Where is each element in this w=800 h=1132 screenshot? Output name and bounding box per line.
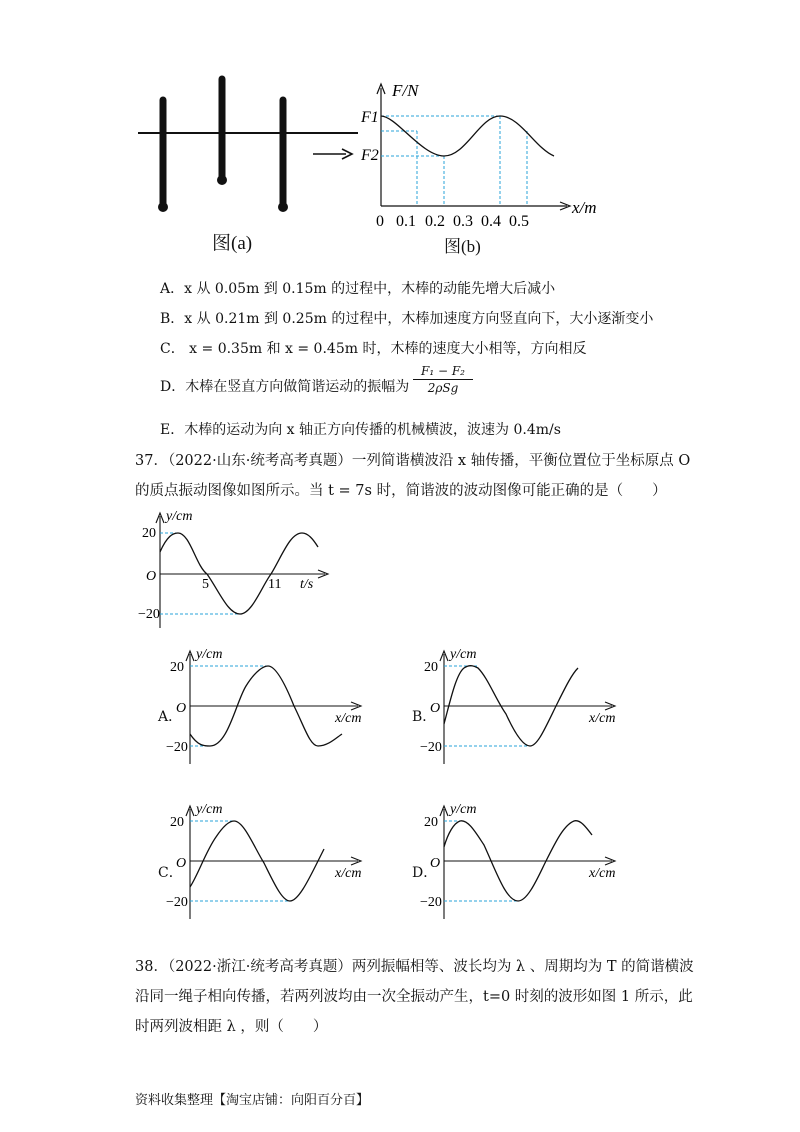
t-tick-5: 5 (202, 577, 209, 592)
f2-label: F2 (361, 147, 379, 164)
y-tick-minus-20: −20 (166, 740, 188, 755)
footer-text: 资料收集整理【淘宝店铺：向阳百分百】 (135, 1093, 370, 1108)
origin-label: O (176, 701, 187, 716)
graph-option-a-label[interactable]: A． (158, 709, 183, 725)
wave-graph-d[interactable] (420, 801, 634, 921)
f1-label: F1 (361, 109, 379, 126)
y-tick-20: 20 (142, 526, 156, 541)
origin-label: O (430, 856, 441, 871)
origin-label: O (146, 569, 157, 584)
figure-b-caption: 图(b) (444, 237, 481, 256)
y-tick-20: 20 (424, 815, 438, 830)
option-b: B．x 从 0.21m 到 0.25m 的过程中，木棒加速度方向竖直向下，大小逐渐变小 (160, 311, 654, 327)
stick-3-weight (278, 202, 288, 212)
x-axis-label: x/cm (589, 866, 616, 881)
wave-graph-a[interactable] (166, 646, 380, 766)
y-tick-minus-20: −20 (138, 607, 160, 622)
amplitude-fraction (413, 364, 473, 395)
y-tick-minus-20: −20 (166, 895, 188, 910)
y-axis-label: F/N (392, 81, 419, 100)
tick-0.1: 0.1 (396, 213, 416, 230)
tick-0: 0 (376, 213, 384, 230)
t-axis-label: t/s (300, 577, 314, 592)
t-tick-11: 11 (268, 577, 282, 592)
y-axis-label: y/cm (450, 647, 477, 662)
tick-0.5: 0.5 (509, 213, 529, 230)
y-tick-20: 20 (424, 660, 438, 675)
y-tick-20: 20 (170, 660, 184, 675)
y-axis-label: y/cm (196, 802, 223, 817)
option-a: A．x 从 0.05m 到 0.15m 的过程中，木棒的动能先增大后减小 (160, 281, 556, 297)
graph-option-d-label[interactable]: D． (412, 865, 438, 881)
wave-graph-c[interactable] (166, 801, 380, 921)
x-axis-label: x/cm (335, 866, 362, 881)
tick-0.4: 0.4 (481, 213, 501, 230)
fraction-numerator: F₁ − F₂ (413, 364, 473, 380)
x-axis-label: x/cm (335, 711, 362, 726)
q38-line1: 38．（2022·浙江·统考高考真题）两列振幅相等、波长均为 λ 、周期均为 T 的简谐横波 (135, 959, 694, 975)
q38-line2: 沿同一绳子相向传播，若两列波均由一次全振动产生，t=0 时刻的波形如图 1 所示，此 (135, 989, 693, 1005)
q37-line2: 的质点振动图像如图所示。当 t = 7s 时，简谐波的波动图像可能正确的是（ ） (135, 483, 667, 499)
stick-2-weight (217, 175, 227, 185)
option-e: E．木棒的运动为向 x 轴正方向传播的机械横波，波速为 0.4m/s (160, 422, 561, 438)
graph-option-b-label[interactable]: B． (412, 709, 437, 725)
option-c: C． x = 0.35m 和 x = 0.45m 时，木棒的速度大小相等，方向相反 (160, 341, 587, 357)
q38-line3: 时两列波相距 λ ，则（ ） (135, 1019, 328, 1035)
force-curve (381, 116, 554, 156)
y-axis-label: y/cm (450, 802, 477, 817)
figure-a-sticks (130, 70, 370, 220)
y-tick-20: 20 (170, 815, 184, 830)
tick-0.2: 0.2 (425, 213, 445, 230)
q37-line1: 37．（2022·山东·统考高考真题）一列简谐横波沿 x 轴传播，平衡位置位于坐标原点 O (135, 453, 691, 469)
graph-option-c-label[interactable]: C． (158, 865, 183, 881)
right-arrow-icon (312, 146, 354, 162)
wave-graph-b[interactable] (420, 646, 634, 766)
figure-b-graph (360, 78, 610, 228)
vibration-graph (140, 506, 340, 636)
y-axis-label: y/cm (196, 647, 223, 662)
y-tick-minus-20: −20 (420, 895, 442, 910)
x-tick-labels (376, 213, 529, 230)
origin-label: O (176, 856, 187, 871)
option-d: D．木棒在竖直方向做简谐运动的振幅为 (160, 379, 410, 395)
tick-0.3: 0.3 (453, 213, 473, 230)
x-axis-label: x/cm (589, 711, 616, 726)
y-axis-label: y/cm (166, 509, 193, 524)
origin-label: O (430, 701, 441, 716)
y-tick-minus-20: −20 (420, 740, 442, 755)
stick-1-weight (158, 202, 168, 212)
fraction-denominator: 2ρSg (427, 381, 459, 395)
x-axis-label: x/m (572, 198, 597, 217)
figure-a-caption: 图(a) (212, 233, 253, 254)
